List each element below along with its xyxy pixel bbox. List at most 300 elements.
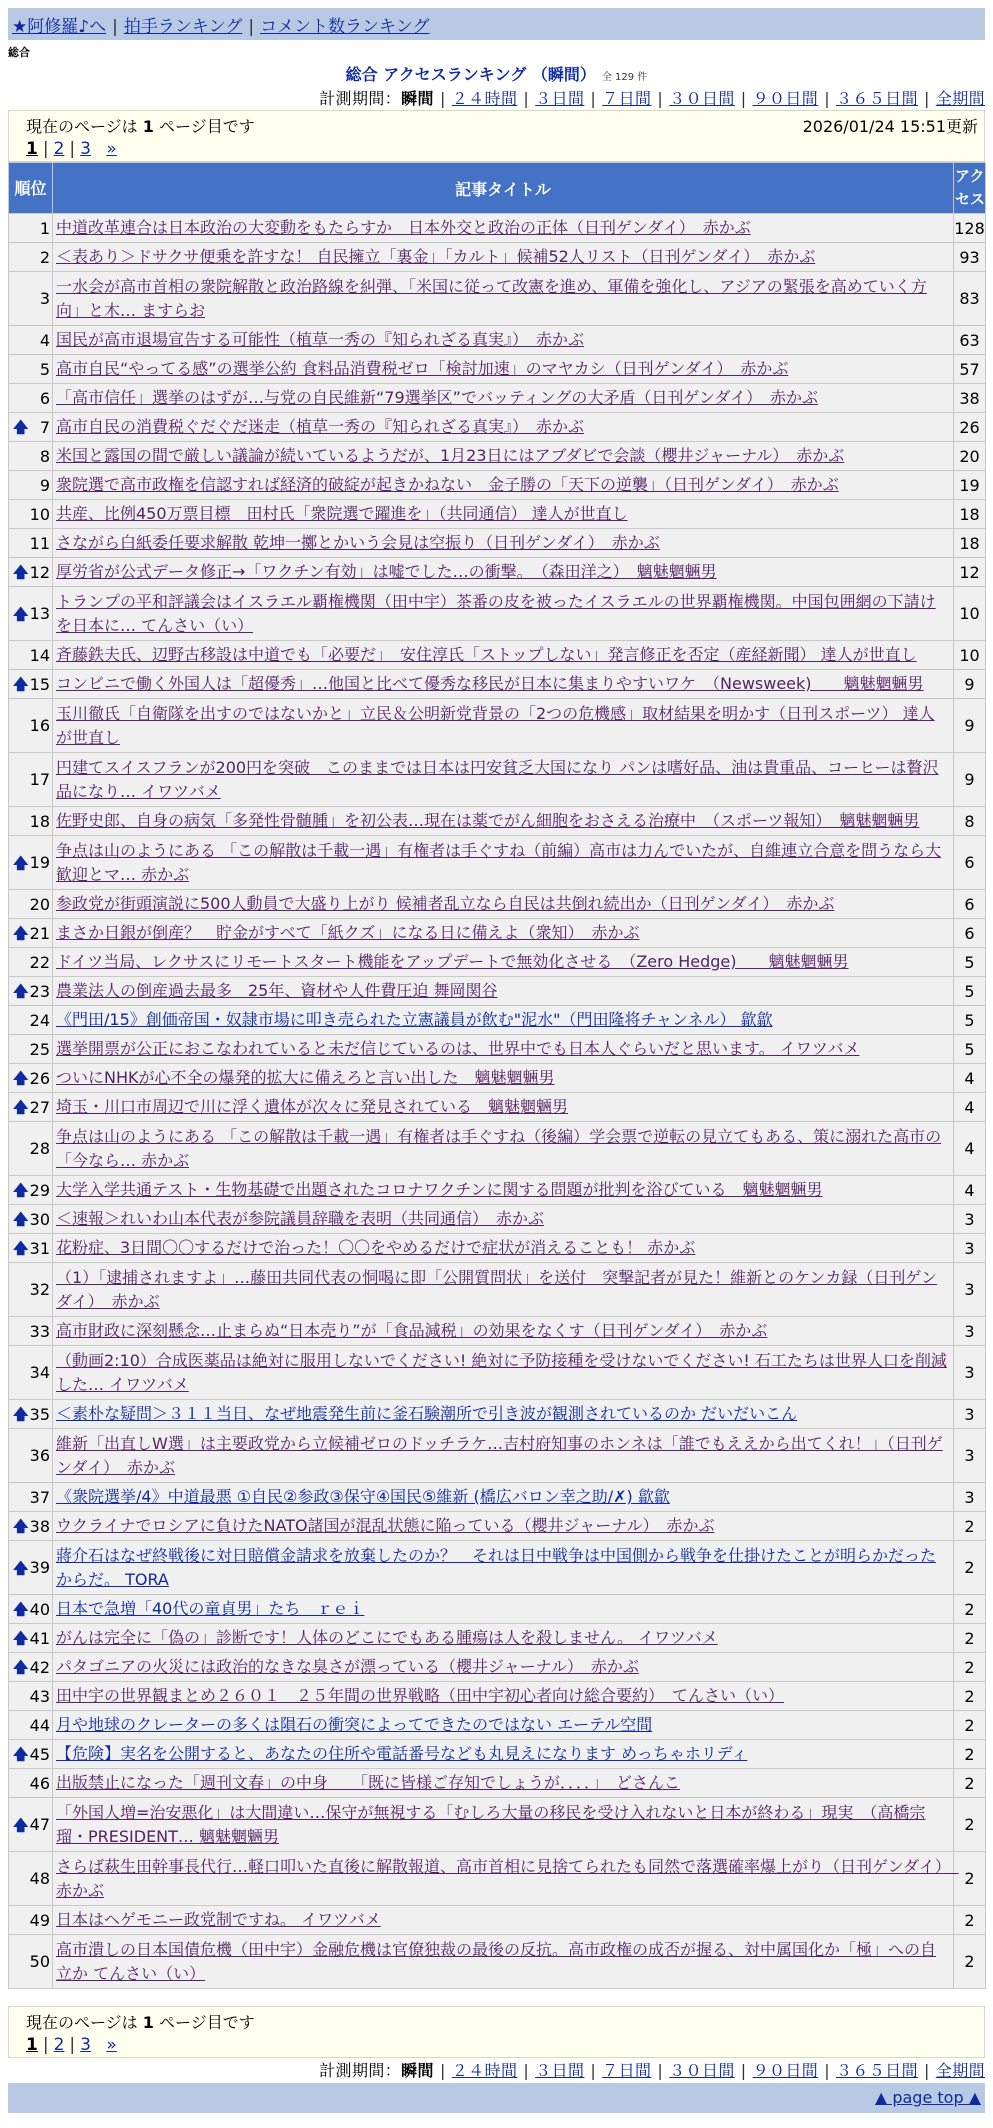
rank-cell	[9, 355, 53, 384]
table-row	[9, 890, 986, 919]
up-arrow-icon: 🡅	[13, 982, 29, 1000]
title-cell	[53, 1711, 954, 1740]
rank-cell	[9, 1064, 53, 1093]
access-count: 2	[954, 1711, 986, 1740]
title-cell	[53, 753, 954, 807]
rank-cell	[9, 1653, 53, 1682]
rank-cell	[9, 558, 53, 587]
access-count: 3	[954, 1234, 986, 1263]
category-label: 総合	[8, 46, 30, 59]
article-link[interactable]: 月や地球のクレーターの多くは隕石の衝突によってできたのではない エーテル空間	[56, 1715, 653, 1734]
title-cell	[53, 670, 954, 699]
rank-cell	[9, 1176, 53, 1205]
clap-ranking-link[interactable]: 拍手ランキング	[123, 17, 243, 37]
rank-number: 30	[29, 1209, 50, 1229]
period-separator: |	[439, 89, 446, 108]
rank-number: 9	[39, 475, 50, 495]
rank-cell	[9, 1624, 53, 1653]
article-link[interactable]: 《門田/15》創価帝国・奴隷市場に叩き売られた立憲議員が飲む"泥水"（門田隆将チャンネル） 歙歙	[56, 1010, 773, 1029]
period-90d-link[interactable]: ９０日間	[752, 2061, 819, 2080]
table-row	[9, 807, 986, 836]
article-link[interactable]: 争点は山のようにある 「この解散は千載一遇」有権者は手ぐすね（後編）学会票で逆転の見立てもある、策に溺れた高市の「今なら… 赤かぶ	[56, 1126, 942, 1170]
rank-cell	[9, 587, 53, 641]
article-link[interactable]: （動画2:10）合成医薬品は絶対に服用しないでください! 絶対に予防接種を受けないでください! 石工たちは世界人口を削減した… イワツバメ	[56, 1350, 947, 1394]
page-separator: |	[69, 139, 76, 159]
nav-separator: |	[112, 17, 118, 37]
article-link[interactable]: 佐野史郎、自身の病気「多発性骨髄腫」を初公表…現在は薬でがん細胞をおさえる治療中 （スポーツ報知） 魑魅魍魎男	[56, 811, 920, 830]
table-row	[9, 1122, 986, 1176]
article-link[interactable]: 高市自民の消費税ぐだぐだ迷走（植草一秀の『知られざる真実』） 赤かぶ	[56, 417, 585, 436]
table-row	[9, 272, 986, 326]
article-link[interactable]: 共産、比例450万票目標 田村氏「衆院選で躍進を」（共同通信） 達人が世直し	[56, 504, 628, 523]
table-row	[9, 1852, 986, 1906]
rank-number: 28	[29, 1139, 50, 1158]
rank-cell	[9, 1346, 53, 1400]
article-link[interactable]: 埼玉・川口市周辺で川に浮く遺体が次々に発見されている 魑魅魍魎男	[56, 1097, 569, 1116]
period-3d-link[interactable]: ３日間	[535, 2061, 585, 2080]
rank-number: 48	[29, 1869, 50, 1888]
article-link[interactable]: 蔣介石はなぜ終戦後に対日賠償金請求を放棄したのか？ それは日中戦争は中国側から戦争を仕掛けたことが明らかだったからだ。 TORA	[56, 1545, 937, 1589]
table-row	[9, 1205, 986, 1234]
up-arrow-icon: 🡅	[13, 1658, 29, 1676]
rank-number: 45	[29, 1744, 50, 1764]
rank-number: 35	[29, 1404, 50, 1424]
table-row	[9, 1595, 986, 1624]
up-arrow-icon: 🡅	[13, 1098, 29, 1116]
article-link[interactable]: 斉藤鉄夫氏、辺野古移設は中道でも「必要だ」 安住淳氏「ストップしない」発言修正を否定（産経新聞） 達人が世直し	[56, 645, 917, 664]
access-count: 9	[954, 670, 986, 699]
period-selector-top	[319, 86, 985, 109]
page-spacer	[96, 2035, 101, 2055]
up-arrow-icon: 🡅	[13, 1558, 29, 1577]
table-row	[9, 529, 986, 558]
rank-cell	[9, 753, 53, 807]
access-count: 2	[954, 1595, 986, 1624]
page-spacer	[96, 139, 101, 159]
rank-number: 15	[29, 674, 50, 694]
table-row	[9, 670, 986, 699]
pagination	[26, 2035, 117, 2055]
article-link[interactable]: 国民が高市退場宣告する可能性（植草一秀の『知られざる真実』） 赤かぶ	[56, 330, 585, 349]
title-cell	[53, 1512, 954, 1541]
rank-cell	[9, 214, 53, 243]
access-count: 83	[954, 272, 986, 326]
footer-bar	[8, 2083, 985, 2113]
next-page-link[interactable]: »	[106, 2035, 117, 2055]
article-link[interactable]: さらば萩生田幹事長代行…軽口叩いた直後に解散報道、高市首相に見捨てられたも同然で落選確率爆上がり（日刊ゲンダイ） 赤かぶ	[56, 1856, 959, 1900]
article-link[interactable]: がんは完全に「偽の」診断です！人体のどこにでもある腫瘍は人を殺しません。 イワツバメ	[56, 1628, 718, 1647]
rank-cell	[9, 1093, 53, 1122]
current-page-post: ページ目です	[159, 117, 255, 136]
article-link[interactable]: ＜速報＞れいわ山本代表が参院議員辞職を表明（共同通信） 赤かぶ	[56, 1209, 545, 1228]
article-link[interactable]: 出版禁止になった「週刊文春」の中身 「既に皆様ご存知でしょうが．．．．」 どさんこ	[56, 1773, 681, 1792]
page-2-link[interactable]: 2	[53, 139, 65, 159]
title-cell	[53, 214, 954, 243]
table-row	[9, 500, 986, 529]
title-cell	[53, 1653, 954, 1682]
title-cell	[53, 1483, 954, 1512]
period-7d-link[interactable]: ７日間	[602, 2061, 652, 2080]
rank-number: 14	[29, 645, 50, 665]
table-row	[9, 753, 986, 807]
table-row	[9, 1624, 986, 1653]
article-link[interactable]: ＜素朴な疑問＞３１１当日、なぜ地震発生前に釜石験潮所で引き波が観測されているのか だいだいこん	[56, 1404, 798, 1423]
access-count: 6	[954, 836, 986, 890]
rank-number: 18	[29, 811, 50, 831]
table-row	[9, 413, 986, 442]
up-arrow-icon: 🡅	[13, 1815, 29, 1834]
period-current: 瞬間	[401, 89, 434, 108]
article-link[interactable]: 厚労省が公式データ修正→「ワクチン有効」は嘘でした…の衝撃。 （森田洋之） 魑魅魍魎男	[56, 562, 717, 581]
table-row	[9, 1740, 986, 1769]
table-row	[9, 326, 986, 355]
up-arrow-icon: 🡅	[13, 1069, 29, 1087]
article-link[interactable]: さながら白紙委任要求解散 乾坤一擲とかいう会見は空振り（日刊ゲンダイ） 赤かぶ	[56, 533, 660, 552]
rank-cell	[9, 948, 53, 977]
period-separator: |	[439, 2061, 446, 2080]
period-30d-link[interactable]: ３０日間	[669, 89, 735, 108]
up-arrow-icon: 🡅	[13, 1600, 29, 1618]
access-count: 10	[954, 641, 986, 670]
rank-cell	[9, 413, 53, 442]
top-nav	[8, 8, 985, 40]
table-row	[9, 977, 986, 1006]
article-link[interactable]: 日本で急増「40代の童貞男」たち ｒｅｉ	[56, 1599, 365, 1618]
pagination	[26, 139, 117, 159]
period-24h-link[interactable]: ２４時間	[451, 2061, 518, 2080]
period-separator: |	[657, 2061, 664, 2080]
article-link[interactable]: 《衆院選挙/4》中道最悪 ①自民②参政③保守④国民⑤維新 (橋広バロン幸之助/✗) 歙歙	[56, 1487, 670, 1506]
comment-ranking-link[interactable]: コメント数ランキング	[260, 17, 430, 37]
access-count: 3	[954, 1346, 986, 1400]
article-link[interactable]: 維新「出直しW選」は主要政党から立候補ゼロのドッチラケ…吉村府知事のホンネは「誰でもええから出てくれ！」（日刊ゲンダイ） 赤かぶ	[56, 1433, 943, 1477]
article-link[interactable]: 玉川徹氏「自衛隊を出すのではないかと」立民＆公明新党背景の「2つの危機感」取材結果を明かす（日刊スポーツ） 達人が世直し	[56, 703, 935, 747]
table-row	[9, 442, 986, 471]
title-cell	[53, 1740, 954, 1769]
article-link[interactable]: トランプの平和評議会はイスラエル覇権機関（田中宇）茶番の皮を被ったイスラエルの世界覇権機関。中国包囲網の下請けを日本に… てんさい（い）	[56, 591, 936, 635]
title-cell	[53, 948, 954, 977]
rank-cell	[9, 1906, 53, 1935]
title-cell	[53, 326, 954, 355]
period-separator: |	[657, 89, 664, 108]
access-count: 63	[954, 326, 986, 355]
title-cell	[53, 641, 954, 670]
access-count: 2	[954, 1769, 986, 1798]
access-count: 19	[954, 471, 986, 500]
rank-cell	[9, 1263, 53, 1317]
rank-cell	[9, 243, 53, 272]
table-row	[9, 1483, 986, 1512]
next-page-link[interactable]: »	[106, 139, 117, 159]
table-row	[9, 1263, 986, 1317]
rank-cell	[9, 919, 53, 948]
access-count: 5	[954, 1035, 986, 1064]
up-arrow-icon: 🡅	[13, 924, 29, 942]
table-row	[9, 699, 986, 753]
access-count: 4	[954, 1176, 986, 1205]
period-24h-link[interactable]: ２４時間	[451, 89, 518, 108]
current-page-pre: 現在のページは	[26, 117, 138, 136]
article-link[interactable]: 衆院選で高市政権を信認すれば経済的破綻が起きかねない 金子勝の「天下の逆襲」（日刊ゲンダイ） 赤かぶ	[56, 475, 839, 494]
title-cell	[53, 1852, 959, 1906]
title-cell	[53, 243, 954, 272]
nav-separator: |	[248, 17, 255, 37]
period-current: 瞬間	[401, 2061, 434, 2080]
title-cell	[53, 699, 954, 753]
title-cell	[53, 1798, 954, 1852]
access-count: 12	[954, 558, 986, 587]
title-cell	[53, 1429, 954, 1483]
access-count: 5	[954, 1006, 986, 1035]
access-count: 2	[954, 1852, 986, 1906]
table-row	[9, 1682, 986, 1711]
current-page-post: ページ目です	[159, 2013, 255, 2032]
rank-cell	[9, 1122, 53, 1176]
article-link[interactable]: 参政党が街頭演説に500人動員で大盛り上がり 候補者乱立なら自民は共倒れ続出か（日刊ゲンダイ） 赤かぶ	[56, 894, 835, 913]
up-arrow-icon: 🡅	[13, 853, 29, 872]
article-link[interactable]: 選挙開票が公正におこなわれていると未だ信じているのは、世界中でも日本人ぐらいだと思います。 イワツバメ	[56, 1039, 860, 1058]
table-row	[9, 641, 986, 670]
rank-cell	[9, 529, 53, 558]
period-30d-link[interactable]: ３０日間	[669, 2061, 735, 2080]
title-cell	[53, 807, 954, 836]
rank-cell	[9, 1234, 53, 1263]
rank-cell	[9, 836, 53, 890]
rank-number: 44	[29, 1715, 50, 1735]
up-arrow-icon: 🡅	[13, 418, 29, 436]
title-cell	[53, 500, 954, 529]
period-365d-link[interactable]: ３６５日間	[835, 2061, 918, 2080]
access-count: 2	[954, 1798, 986, 1852]
period-separator: |	[740, 89, 747, 108]
rank-number: 22	[29, 952, 50, 972]
page-3-link[interactable]: 3	[80, 2035, 91, 2055]
title-cell	[53, 1035, 954, 1064]
table-row	[9, 558, 986, 587]
rank-cell	[9, 1400, 53, 1429]
table-row	[9, 1176, 986, 1205]
access-count: 38	[954, 384, 986, 413]
title-cell	[53, 1595, 954, 1624]
article-link[interactable]: 田中宇の世界観まとめ２６０１ ２５年間の世界戦略（田中宇初心者向け総合要約） てんさい（い）	[56, 1686, 785, 1705]
page-separator: |	[69, 2035, 76, 2055]
up-arrow-icon: 🡅	[13, 675, 29, 693]
page-2-link[interactable]: 2	[53, 2035, 65, 2055]
page-1: 1	[26, 139, 38, 159]
period-separator: |	[523, 89, 530, 108]
rank-number: 27	[29, 1097, 50, 1117]
rank-cell	[9, 471, 53, 500]
period-365d-link[interactable]: ３６５日間	[835, 89, 918, 108]
article-link[interactable]: 高市潰しの日本国債危機（田中宇）金融危機は官僚独裁の最後の反抗。高市政権の成否が握る、対中属国化か「極」への自立か てんさい（い）	[56, 1939, 937, 1983]
article-link[interactable]: 米国と露国の間で厳しい議論が続いているようだが、1月23日にはアブダビで会談（櫻井ジャーナル） 赤かぶ	[56, 446, 845, 465]
home-link[interactable]: ★阿修羅♪へ	[12, 17, 107, 37]
rank-number: 42	[29, 1657, 50, 1677]
rank-cell	[9, 670, 53, 699]
article-link[interactable]: 大学入学共通テスト・生物基礎で出題されたコロナワクチンに関する問題が批判を浴びている 魑魅魍魎男	[56, 1180, 823, 1199]
article-link[interactable]: 日本はヘゲモニー政党制ですね。 イワツバメ	[56, 1910, 381, 1929]
access-count: 57	[954, 355, 986, 384]
article-link[interactable]: 争点は山のようにある 「この解散は千載一遇」有権者は手ぐすね（前編）高市は力んでいたが、自維連立合意を問うなら大歓迎とマ… 赤かぶ	[56, 840, 942, 884]
rank-cell	[9, 1798, 53, 1852]
table-row	[9, 1711, 986, 1740]
title-cell	[53, 1122, 954, 1176]
period-separator: |	[824, 2061, 830, 2080]
article-link[interactable]: ウクライナでロシアに負けたNATO諸国が混乱状態に陥っている（櫻井ジャーナル） 赤かぶ	[56, 1516, 715, 1535]
access-count: 6	[954, 919, 986, 948]
article-link[interactable]: 円建てスイスフランが200円を突破 このままでは日本は円安貧乏大国になり パンは嗜好品、油は貴重品、コーヒーは贅沢品になり… イワツバメ	[56, 757, 939, 801]
table-header	[9, 163, 986, 214]
title-cell	[53, 1064, 954, 1093]
current-page-number: 1	[142, 117, 154, 136]
rank-cell	[9, 890, 53, 919]
rank-cell	[9, 1711, 53, 1740]
access-count: 9	[954, 753, 986, 807]
title-cell	[53, 1400, 954, 1429]
table-row	[9, 1093, 986, 1122]
up-arrow-icon: 🡅	[13, 1405, 29, 1423]
article-link[interactable]: ついにNHKが心不全の爆発的拡大に備えろと言い出した 魑魅魍魎男	[56, 1068, 555, 1087]
table-row	[9, 1064, 986, 1093]
period-selector-bottom	[319, 2058, 985, 2081]
title-cell	[53, 836, 954, 890]
table-row	[9, 243, 986, 272]
current-page-text	[26, 114, 255, 137]
article-link[interactable]: 中道改革連合は日本政治の大変動をもたらすか 日本外交と政治の正体（日刊ゲンダイ） 赤かぶ	[56, 218, 751, 237]
rank-cell	[9, 1852, 53, 1906]
access-count: 2	[954, 1740, 986, 1769]
article-link[interactable]: ＜表あり＞ドサクサ便乗を許すな！ 自民擁立「裏金」「カルト」候補52人リスト（日刊ゲンダイ） 赤かぶ	[56, 247, 816, 266]
title-cell	[53, 1317, 954, 1346]
rank-cell	[9, 977, 53, 1006]
period-3d-link[interactable]: ３日間	[535, 89, 585, 108]
rank-number: 33	[29, 1321, 50, 1341]
title-cell	[53, 1263, 954, 1317]
article-link[interactable]: コンビニで働く外国人は「超優秀」…他国と比べて優秀な移民が日本に集まりやすいワケ （Newsweek) 魑魅魍魎男	[56, 674, 924, 693]
rank-number: 7	[39, 417, 50, 437]
article-link[interactable]: （1）「逮捕されますよ」…藤田共同代表の恫喝に即「公開質問状」を送付 突撃記者が見た！維新とのケンカ録（日刊ゲンダイ） 赤かぶ	[56, 1267, 938, 1311]
access-count: 3	[954, 1263, 986, 1317]
article-link[interactable]: まさか日銀が倒産？ 貯金がすべて「紙クズ」になる日に備えよ（衆知） 赤かぶ	[56, 923, 640, 942]
title-cell	[53, 1176, 954, 1205]
article-link[interactable]: 「高市信任」選挙のはずが…与党の自民維新“79選挙区”でバッティングの大矛盾（日刊ゲンダイ） 赤かぶ	[56, 388, 819, 407]
access-count: 26	[954, 413, 986, 442]
access-count: 2	[954, 1906, 986, 1935]
access-count: 2	[954, 1624, 986, 1653]
ranking-count: 全 129 件	[601, 72, 648, 83]
table-row	[9, 836, 986, 890]
rank-number: 41	[29, 1628, 50, 1648]
access-count: 18	[954, 500, 986, 529]
table-row	[9, 1317, 986, 1346]
paging-top	[8, 110, 985, 162]
rank-number: 12	[29, 562, 50, 582]
col-title-header: 記事タイトル	[53, 163, 954, 214]
table-row	[9, 1906, 986, 1935]
page-1: 1	[26, 2035, 38, 2055]
rank-cell	[9, 384, 53, 413]
rank-cell	[9, 1205, 53, 1234]
access-count: 3	[954, 1400, 986, 1429]
rank-number: 2	[39, 247, 50, 267]
page-3-link[interactable]: 3	[80, 139, 91, 159]
article-link[interactable]: 花粉症、3日間〇〇するだけで治った！〇〇をやめるだけで症状が消えることも！ 赤かぶ	[56, 1238, 696, 1257]
rank-number: 23	[29, 981, 50, 1001]
article-link[interactable]: 農業法人の倒産過去最多 25年、資材や人件費圧迫 舞岡関谷	[56, 981, 498, 1000]
period-all-link[interactable]: 全期間	[935, 89, 985, 108]
rank-number: 17	[29, 770, 50, 789]
rank-cell	[9, 1740, 53, 1769]
rank-number: 11	[29, 533, 50, 553]
access-count: 9	[954, 699, 986, 753]
rank-cell	[9, 1483, 53, 1512]
article-link[interactable]: 一水会が高市首相の衆院解散と政治路線を糾弾、「米国に従って改憲を進め、軍備を強化し、アジアの緊張を高めていく方向」と木… ますらお	[56, 276, 927, 320]
period-90d-link[interactable]: ９０日間	[752, 89, 819, 108]
title-cell	[53, 384, 954, 413]
rank-cell	[9, 500, 53, 529]
period-all-link[interactable]: 全期間	[935, 2061, 985, 2080]
table-row	[9, 1541, 986, 1595]
rank-number: 8	[39, 446, 50, 466]
title-cell	[53, 355, 954, 384]
period-7d-link[interactable]: ７日間	[602, 89, 652, 108]
table-row	[9, 384, 986, 413]
table-row	[9, 1346, 986, 1400]
title-cell	[53, 1624, 954, 1653]
table-row	[9, 1653, 986, 1682]
table-row	[9, 1429, 986, 1483]
up-arrow-icon: 🡅	[13, 1517, 29, 1535]
rank-cell	[9, 326, 53, 355]
title-cell	[53, 1682, 954, 1711]
title-cell	[53, 471, 954, 500]
ranking-title-text: 総合 アクセスランキング （瞬間）	[345, 65, 596, 84]
rank-number: 3	[39, 289, 50, 308]
title-cell	[53, 413, 954, 442]
up-arrow-icon: 🡅	[13, 1745, 29, 1763]
ranking-table	[8, 162, 986, 1989]
page-separator: |	[42, 139, 49, 159]
rank-number: 50	[29, 1952, 50, 1971]
page-top-link[interactable]: ▲ page top ▲	[874, 2088, 981, 2107]
title-cell	[53, 272, 954, 326]
rank-number: 29	[29, 1180, 50, 1200]
up-arrow-icon: 🡅	[13, 1239, 29, 1257]
article-link[interactable]: ドイツ当局、レクサスにリモートスタート機能をアップデートで無効化させる （Zero Hedge) 魑魅魍魎男	[56, 952, 849, 971]
rank-number: 36	[29, 1446, 50, 1465]
table-row	[9, 1798, 986, 1852]
period-separator: |	[590, 2061, 597, 2080]
title-cell	[53, 919, 954, 948]
rank-number: 5	[39, 359, 50, 379]
rank-number: 40	[29, 1599, 50, 1619]
article-link[interactable]: 【危険】実名を公開すると、あなたの住所や電話番号なども丸見えになります めっちゃホリディ	[56, 1744, 748, 1763]
article-link[interactable]: パタゴニアの火災には政治的なきな臭さが漂っている（櫻井ジャーナル） 赤かぶ	[56, 1657, 639, 1676]
article-link[interactable]: 「外国人増=治安悪化」は大間違い…保守が無視する「むしろ大量の移民を受け入れないと日本が終わる」現実 （高橋宗瑠・PRESIDENT… 魑魅魍魎男	[56, 1802, 926, 1846]
article-link[interactable]: 高市財政に深刻懸念…止まらぬ“日本売り”が「食品減税」の効果をなくす（日刊ゲンダイ） 赤かぶ	[56, 1321, 768, 1340]
access-count: 5	[954, 948, 986, 977]
rank-cell	[9, 1769, 53, 1798]
rank-number: 16	[29, 716, 50, 735]
title-cell	[53, 977, 954, 1006]
rank-cell	[9, 807, 53, 836]
table-row	[9, 471, 986, 500]
table-row	[9, 587, 986, 641]
table-row	[9, 1935, 986, 1989]
article-link[interactable]: 高市自民“やってる感”の選挙公約 食料品消費税ゼロ「検討加速」のマヤカシ（日刊ゲンダイ） 赤かぶ	[56, 359, 789, 378]
rank-number: 31	[29, 1238, 50, 1258]
title-cell	[53, 442, 954, 471]
